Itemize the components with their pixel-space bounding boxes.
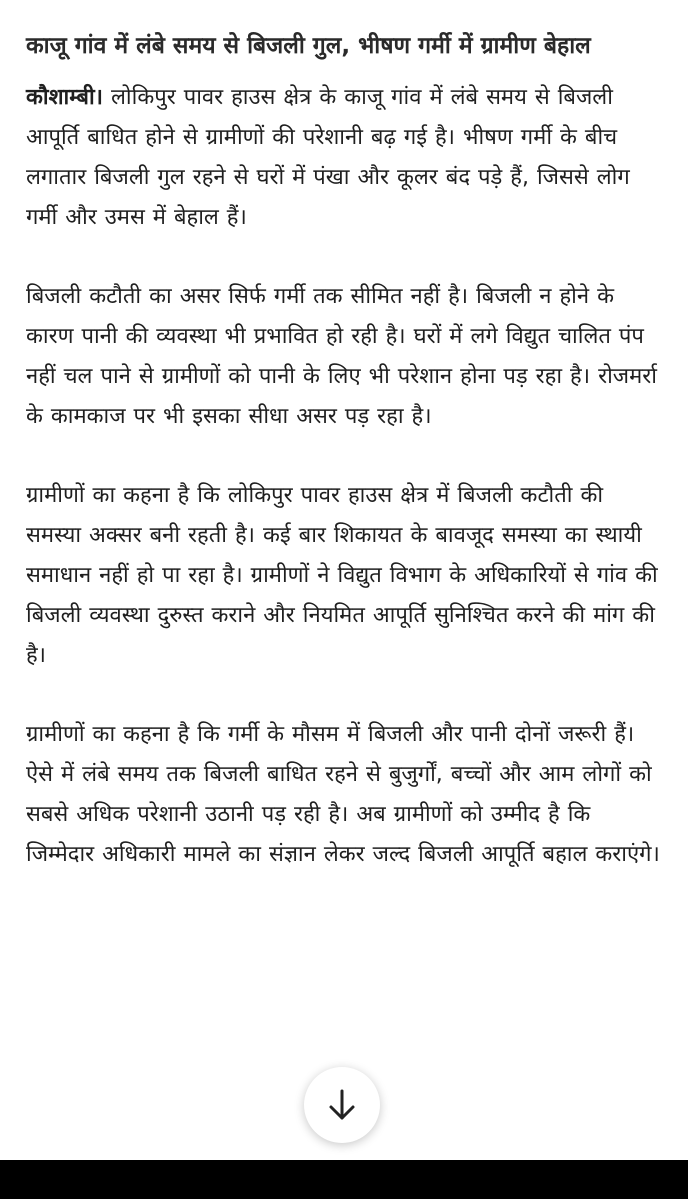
article-paragraph-3: ग्रामीणों का कहना है कि लोकिपुर पावर हाउस क्षेत्र में बिजली कटौती की समस्या अक्सर बनी रहती है। कई बार शिकायत के बावजूद समस्या का स्थायी समाधान नहीं हो पा रहा है। ग्रामीणों ने विद्युत विभाग के अधिकारियों से गांव की बिजली व्यवस्था दुरुस्त कराने और नियमित आपूर्ति सुनिश्चित करने की मांग की है। [26,483,658,668]
scroll-down-button[interactable] [304,1067,380,1143]
arrow-down-icon [327,1088,357,1122]
article-headline: काजू गांव में लंबे समय से बिजली गुल, भीषण गर्मी में ग्रामीण बेहाल [26,33,591,59]
article-paragraph-1-text: लोकिपुर पावर हाउस क्षेत्र के काजू गांव में लंबे समय से बिजली आपूर्ति बाधित होने से ग्रामीणों की परेशानी बढ़ गई है। भीषण गर्मी के बीच लगातार बिजली गुल रहने से घरों में पंखा और कूलर बंद पड़े हैं, जिससे लोग गर्मी और उमस में बेहाल हैं। [26,85,630,230]
article-paragraph-2: बिजली कटौती का असर सिर्फ गर्मी तक सीमित नहीं है। बिजली न होने के कारण पानी की व्यवस्था भी प्रभावित हो रही है। घरों में लगे विद्युत चालित पंप नहीं चल पाने से ग्रामीणों को पानी के लिए भी परेशान होना पड़ रहा है। रोजमर्रा के कामकाज पर भी इसका सीधा असर पड़ रहा है। [26,284,657,429]
article-paragraph-4: ग्रामीणों का कहना है कि गर्मी के मौसम में बिजली और पानी दोनों जरूरी हैं। ऐसे में लंबे समय तक बिजली बाधित रहने से बुजुर्गों, बच्चों और आम लोगों को सबसे अधिक परेशानी उठानी पड़ रही है। अब ग्रामीणों को उम्मीद है कि जिम्मेदार अधिकारी मामले का संज्ञान लेकर जल्द बिजली आपूर्ति बहाल कराएंगे। [26,722,660,867]
article-dateline: कौशाम्बी। [26,85,104,110]
bottom-black-bar [0,1160,688,1199]
article [26,26,666,875]
article-paragraph-1 [26,78,666,238]
